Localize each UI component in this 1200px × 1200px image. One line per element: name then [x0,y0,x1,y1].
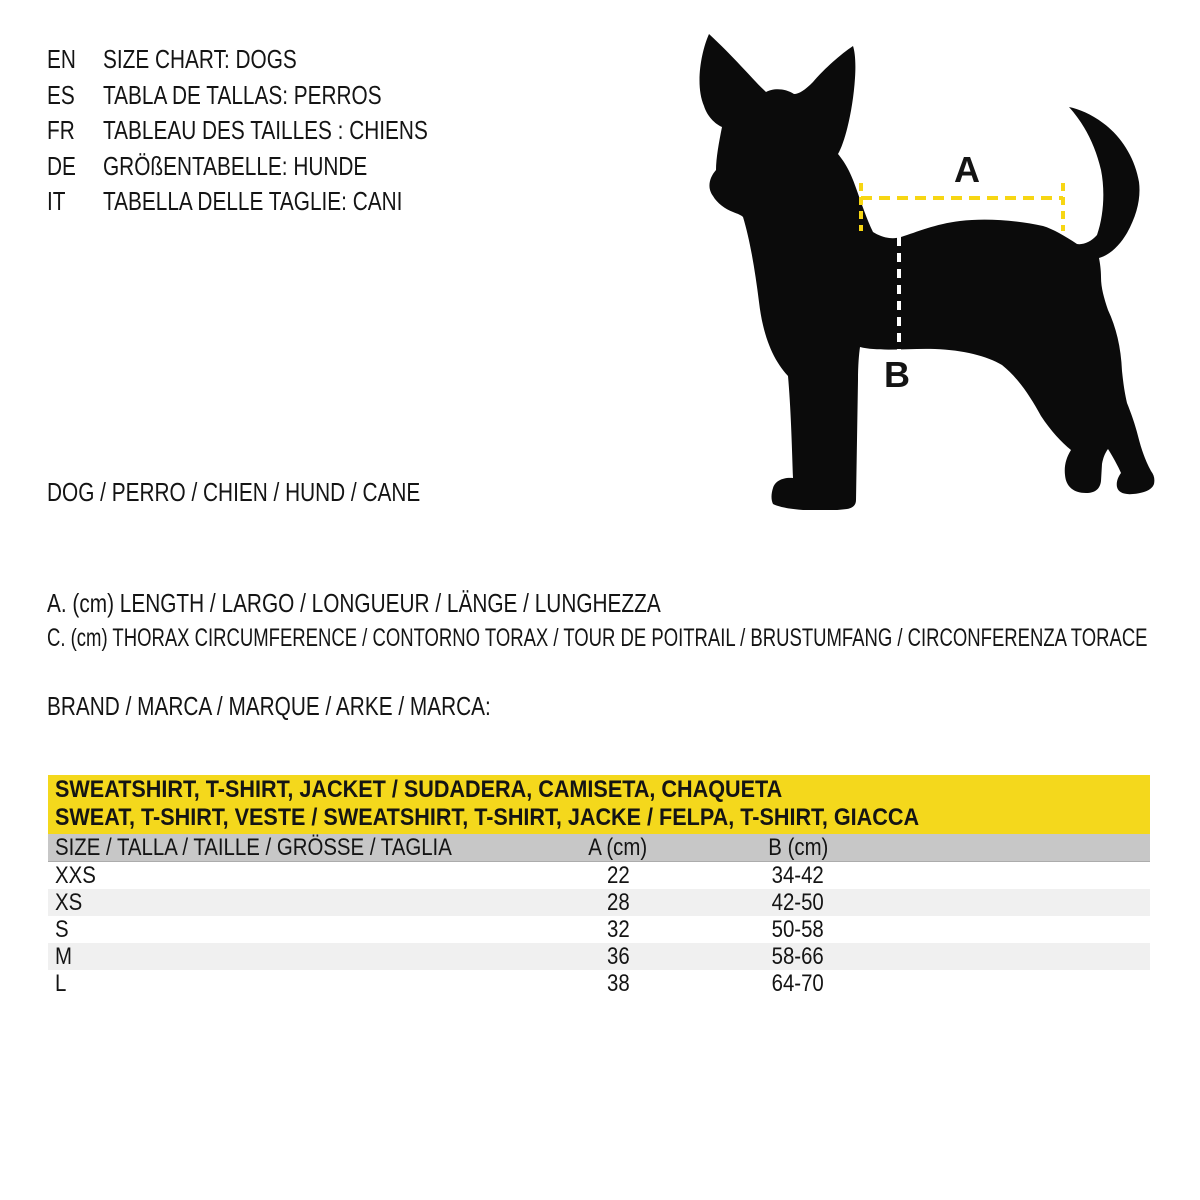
row-filler [888,862,1150,889]
b-cell [708,916,888,943]
b-cell [708,970,888,997]
banner-line-2-text: SWEAT, T-SHIRT, VESTE / SWEATSHIRT, T-SHIRT, JACKE / FELPA, T-SHIRT, GIACCA [55,804,920,831]
size-cell-text: XXS [55,862,96,889]
b-cell-text: 34-42 [771,862,825,889]
a-cell [528,970,708,997]
language-code [47,115,103,146]
garment-type-banner [48,775,1150,834]
b-cell-text: 42-50 [771,889,825,916]
title-text [103,115,509,146]
title-text [103,44,345,75]
species-caption [47,477,514,508]
banner-line-2 [55,804,1150,832]
size-cell-text: L [55,970,67,997]
brand-line [47,691,602,722]
legend-line-c [47,624,1200,653]
size-cell [48,889,528,916]
a-cell [528,889,708,916]
b-cell-text: 58-66 [771,943,825,970]
language-code-text: FR [47,115,75,146]
size-cell-text: XS [55,889,83,916]
a-cell-text: 22 [606,862,630,889]
legend-line-a [47,588,814,619]
language-code-text: DE [47,150,76,181]
a-cell [528,943,708,970]
banner-line-1 [55,776,1150,804]
header-size [48,834,528,861]
title-row-en [47,42,509,78]
title-row-de [47,149,509,185]
a-cell [528,862,708,889]
b-cell [708,889,888,916]
size-cell [48,943,528,970]
header-size-text: SIZE / TALLA / TAILLE / GRÖSSE / TAGLIA [55,834,452,861]
language-code-text: EN [47,44,76,75]
title-text-de: GRÖßENTABELLE: HUNDE [103,150,368,181]
row-filler [888,916,1150,943]
size-cell-text: M [55,943,72,970]
title-row-it [47,184,509,220]
dog-measurement-diagram [695,30,1165,510]
language-code-text: ES [47,79,75,110]
language-code [47,80,103,111]
b-cell-text: 50-58 [771,916,825,943]
table-row-s [48,916,1150,943]
language-code [47,44,103,75]
title-row-es [47,78,509,114]
brand-line-text: BRAND / MARCA / MARQUE / ARKE / MARCA: [47,691,491,721]
dog-silhouette [700,34,1155,510]
title-text-es: TABLA DE TALLAS: PERROS [103,79,382,110]
b-cell-text: 64-70 [771,970,825,997]
species-caption-text: DOG / PERRO / CHIEN / HUND / CANE [47,477,421,507]
language-code [47,186,103,217]
size-cell [48,862,528,889]
title-text [103,80,451,111]
a-cell-text: 28 [606,889,630,916]
table-row-l [48,970,1150,997]
row-filler [888,943,1150,970]
title-language-list [47,42,509,220]
legend-line-a-text: A. (cm) LENGTH / LARGO / LONGUEUR / LÄNGE / LUNGHEZZA [47,588,661,618]
table-row-m [48,943,1150,970]
size-cell [48,916,528,943]
measure-b-label: B [884,354,910,395]
header-a-text: A (cm) [588,834,648,861]
size-cell [48,970,528,997]
header-b-cm [708,834,888,861]
size-table [48,775,1150,997]
row-filler [888,889,1150,916]
row-filler [888,970,1150,997]
b-cell [708,943,888,970]
header-b-text: B (cm) [767,834,829,861]
a-cell-text: 38 [606,970,630,997]
title-row-fr [47,113,509,149]
table-row-xxs [48,862,1150,889]
title-text-it: TABELLA DELLE TAGLIE: CANI [103,186,403,217]
title-text [103,186,477,217]
banner-line-1-text: SWEATSHIRT, T-SHIRT, JACKET / SUDADERA, CAMISETA, CHAQUETA [55,776,783,803]
a-cell-text: 32 [606,916,630,943]
title-text-en: SIZE CHART: DOGS [103,44,297,75]
language-code [47,151,103,182]
header-filler [888,834,1150,861]
legend-line-c-text: C. (cm) THORAX CIRCUMFERENCE / CONTORNO TORAX / TOUR DE POITRAIL / BRUSTUMFANG / CIRCONFERENZA TORACE [47,624,1148,652]
title-text [103,151,433,182]
b-cell [708,862,888,889]
a-cell-text: 36 [606,943,630,970]
table-header-row [48,834,1150,862]
measure-a-label: A [954,149,980,190]
size-cell-text: S [55,916,69,943]
title-text-fr: TABLEAU DES TAILLES : CHIENS [103,115,428,146]
header-a-cm [528,834,708,861]
a-cell [528,916,708,943]
table-row-xs [48,889,1150,916]
language-code-text: IT [47,186,66,217]
